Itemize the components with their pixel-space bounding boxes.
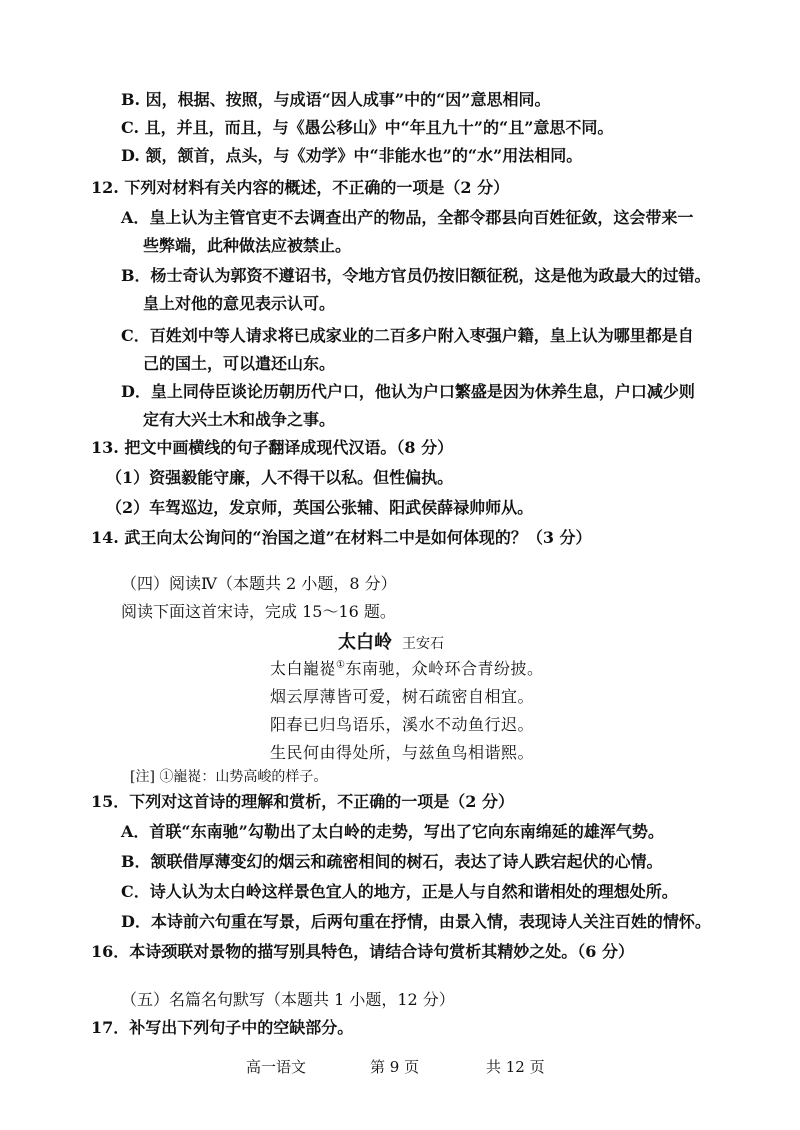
footer-page-number: 第 9 页 — [370, 1058, 420, 1076]
poem-author: 王安石 — [402, 636, 444, 652]
q13-sentence-1: （1）资强毅能守廉，人不得干以私。但性偏执。 — [106, 468, 454, 487]
q15-option-c: C．诗人认为太白岭这样景色宜人的地方，正是人与自然和谐相处的理想处所。 — [121, 882, 678, 901]
q13-stem: 13. 把文中画横线的句子翻译成现代汉语。（8 分） — [91, 438, 454, 457]
poem-title — [338, 628, 444, 654]
q12-option-b-line2: 皇上对他的意见表示认可。 — [143, 294, 336, 313]
q15-stem: 15．下列对这首诗的理解和赏析，不正确的一项是（2 分） — [91, 792, 514, 811]
q15-option-a: A．首联“东南驰”勾勒出了太白岭的走势，写出了它向东南绵延的雄浑气势。 — [121, 822, 664, 841]
poem-line-1-rest: 东南驰，众岭环合青纷披。 — [345, 659, 544, 678]
poem-footnote-marker: ① — [336, 659, 346, 671]
q11-option-d: D. 颔，颔首，点头，与《劝学》中“非能水也”的“水”用法相同。 — [121, 146, 583, 165]
section4-heading: （四）阅读Ⅳ（本题共 2 小题，8 分） — [121, 574, 397, 593]
section5-heading: （五）名篇名句默写（本题共 1 小题，12 分） — [121, 990, 455, 1009]
poem-line-1-prefix: 太白巃嵸 — [270, 659, 337, 678]
q15-option-d: D．本诗前六句重在写景，后两句重在抒情，由景入情，表现诗人关注百姓的情怀。 — [121, 912, 711, 931]
footer-subject: 高一语文 — [246, 1058, 307, 1076]
q12-option-a-line2: 些弊端，此种做法应被禁止。 — [143, 236, 352, 255]
poem-line-3: 阳春已归鸟语乐，溪水不动鱼行迟。 — [270, 715, 535, 734]
poem-line-4: 生民何由得处所，与兹鱼鸟相谐熙。 — [270, 743, 535, 762]
q15-option-b: B．颔联借厚薄变幻的烟云和疏密相间的树石，表达了诗人跌宕起伏的心情。 — [121, 852, 663, 871]
q17-stem: 17．补写出下列句子中的空缺部分。 — [91, 1018, 354, 1037]
q11-option-c: C. 且，并且，而且，与《愚公移山》中“年且九十”的“且”意思不同。 — [121, 118, 614, 137]
poem-note: [注] ①巃嵸：山势高峻的样子。 — [130, 769, 328, 785]
section4-intro: 阅读下面这首宋诗，完成 15～16 题。 — [121, 602, 396, 621]
q11-option-b: B. 因，根据、按照，与成语“因人成事”中的“因”意思相同。 — [121, 90, 551, 109]
q12-option-a-line1: A．皇上认为主管官吏不去调查出产的物品，全都令郡县向百姓征敛，这会带来一 — [121, 208, 694, 227]
poem-line-2: 烟云厚薄皆可爱，树石疏密自相宜。 — [270, 687, 535, 706]
q12-option-b-line1: B．杨士奇认为郭资不遵诏书，令地方官员仍按旧额征税，这是他为政最大的过错。 — [121, 266, 711, 285]
q12-option-d-line2: 定有大兴土木和战争之事。 — [143, 410, 336, 429]
q14-stem: 14. 武王向太公询问的“治国之道”在材料二中是如何体现的？（3 分） — [91, 528, 592, 547]
q13-sentence-2: （2）车驾巡边，发京师，英国公张辅、阳武侯薛禄帅师从。 — [106, 498, 534, 517]
q12-stem: 12. 下列对材料有关内容的概述，不正确的一项是（2 分） — [91, 178, 510, 197]
q12-option-c-line2: 己的国土，可以遣还山东。 — [143, 354, 336, 373]
poem-line-1 — [270, 656, 544, 679]
q12-option-c-line1: C．百姓刘中等人请求将已成家业的二百多户附入枣强户籍，皇上认为哪里都是自 — [121, 326, 694, 345]
poem-title-text: 太白岭 — [338, 632, 392, 653]
q16-stem: 16．本诗颈联对景物的描写别具特色，请结合诗句赏析其精妙之处。（6 分） — [91, 942, 634, 961]
q12-option-d-line1: D．皇上同侍臣谈论历朝历代户口，他认为户口繁盛是因为休养生息，户口减少则 — [121, 382, 695, 401]
footer-total-pages: 共 12 页 — [486, 1058, 545, 1076]
